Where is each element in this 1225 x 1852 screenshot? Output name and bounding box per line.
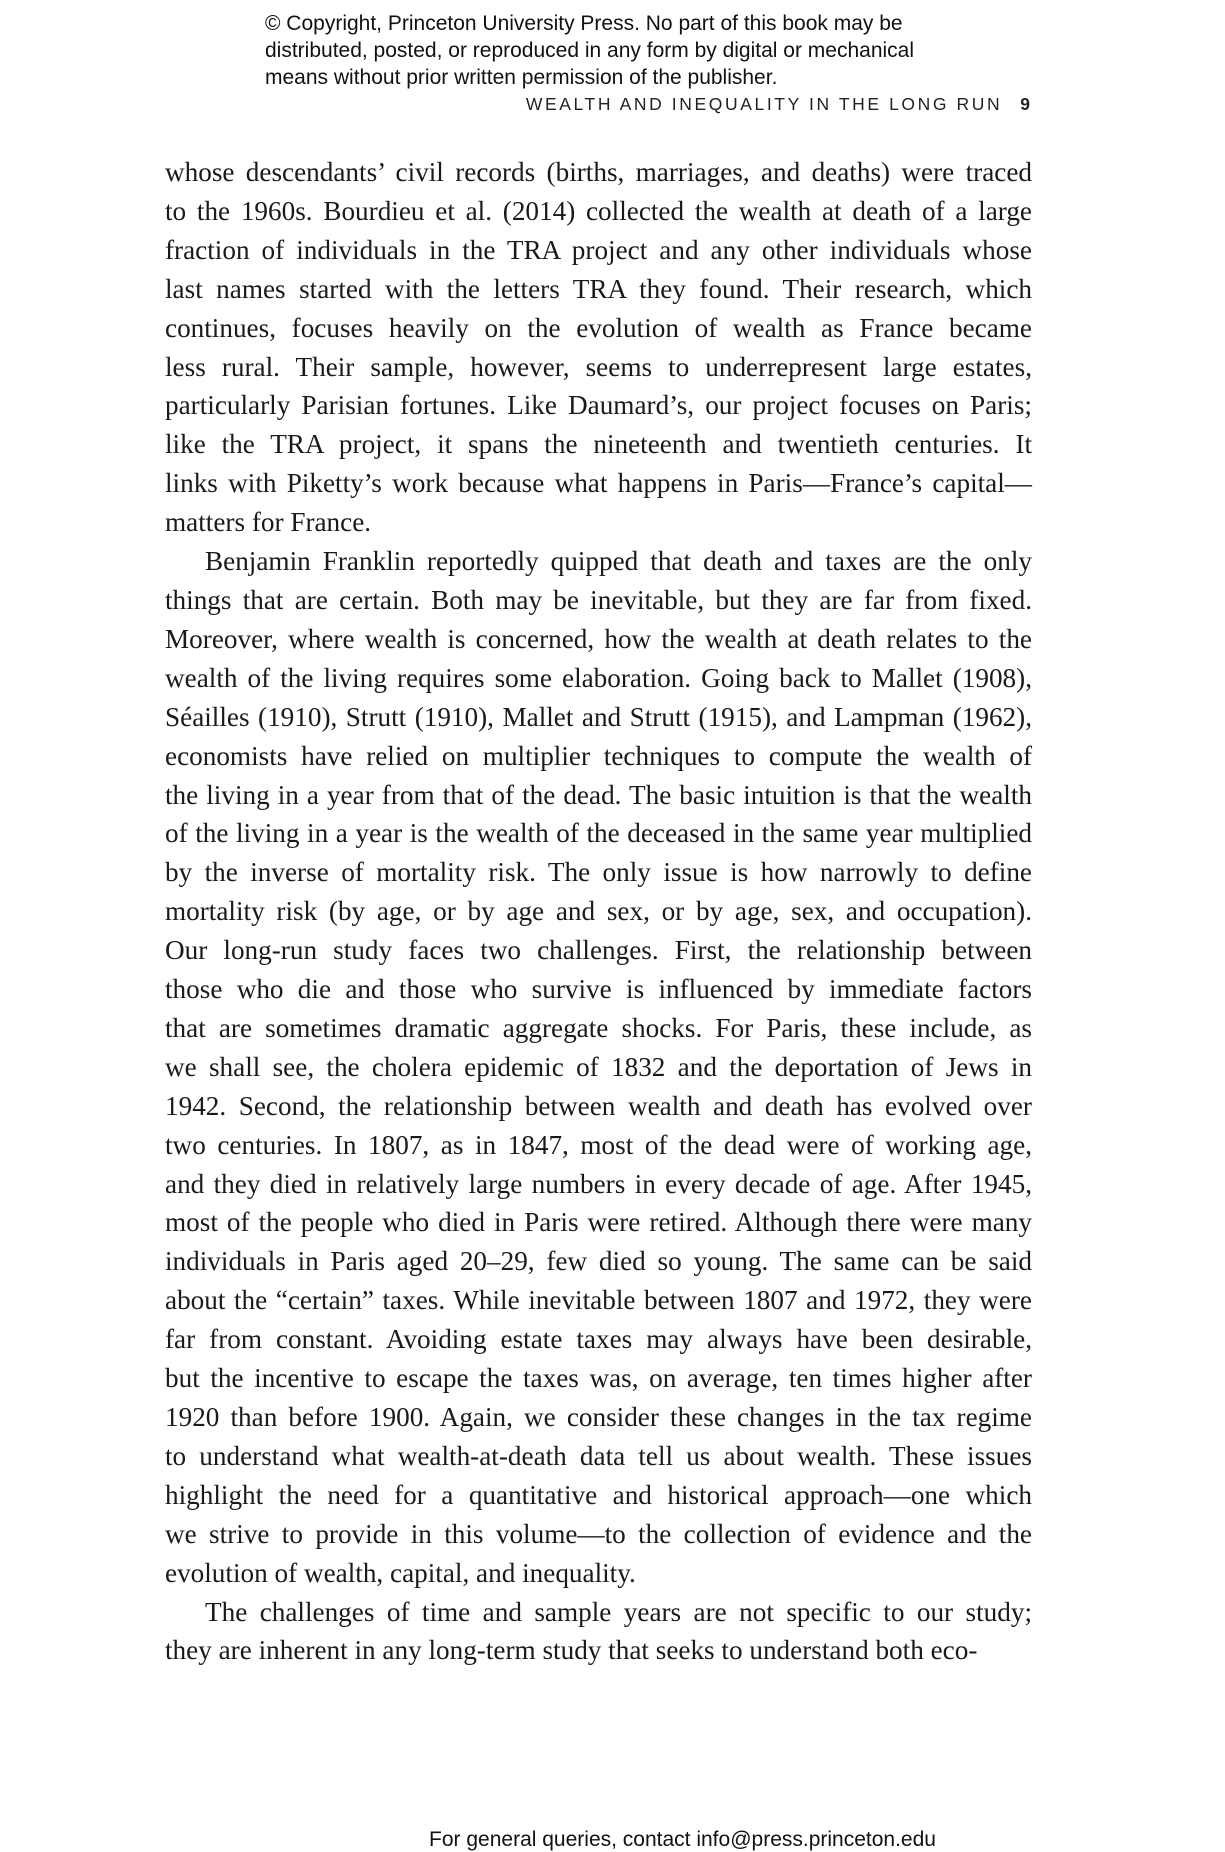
text-line: we shall see, the cholera epidemic of 1832 and the deportation of Jews in — [165, 1051, 1032, 1082]
copyright-line: means without prior written permission of the publisher. — [265, 66, 778, 89]
text-line: links with Piketty’s work because what happens in Paris—France’s capital— — [165, 468, 1032, 499]
text-line: far from constant. Avoiding estate taxes may always have been desirable, — [165, 1324, 1032, 1355]
copyright-line: distributed, posted, or reproduced in any form by digital or mechanical — [265, 39, 915, 62]
copyright-notice — [265, 10, 1025, 91]
text-line: things that are certain. Both may be inevitable, but they are far from fixed. — [165, 584, 1032, 615]
copyright-line: © Copyright, Princeton University Press. No part of this book may be — [265, 12, 903, 35]
text-line: those who die and those who survive is influenced by immediate factors — [165, 974, 1032, 1005]
text-line: individuals in Paris aged 20–29, few died so young. The same can be said — [165, 1246, 1032, 1277]
text-line: but the incentive to escape the taxes was, on average, ten times higher after — [165, 1363, 1032, 1394]
text-line: economists have relied on multiplier techniques to compute the wealth of — [165, 740, 1032, 771]
text-line: last names started with the letters TRA they found. Their research, which — [165, 273, 1032, 304]
text-line: The challenges of time and sample years are not specific to our study; — [205, 1596, 1032, 1627]
text-line: wealth of the living requires some elaboration. Going back to Mallet (1908), — [165, 662, 1032, 693]
text-line: most of the people who died in Paris were retired. Although there were many — [165, 1207, 1032, 1238]
page-number: 9 — [1020, 94, 1030, 114]
text-line: Séailles (1910), Strutt (1910), Mallet and Strutt (1915), and Lampman (1962), — [165, 701, 1032, 732]
text-line: the living in a year from that of the dead. The basic intuition is that the wealth — [165, 779, 1032, 810]
text-line: particularly Parisian fortunes. Like Daumard’s, our project focuses on Paris; — [165, 390, 1032, 421]
paragraph — [165, 542, 1032, 1592]
text-line: Moreover, where wealth is concerned, how the wealth at death relates to the — [165, 623, 1032, 654]
text-line: matters for France. — [165, 507, 372, 538]
text-line: like the TRA project, it spans the nineteenth and twentieth centuries. It — [165, 429, 1032, 460]
text-line: we strive to provide in this volume—to the collection of evidence and the — [165, 1518, 1032, 1549]
text-line: they are inherent in any long-term study that seeks to understand both eco- — [165, 1635, 978, 1666]
body-text — [165, 153, 1032, 1670]
text-line: by the inverse of mortality risk. The only issue is how narrowly to define — [165, 857, 1032, 888]
text-line: highlight the need for a quantitative and historical approach—one which — [165, 1479, 1032, 1510]
text-line: two centuries. In 1807, as in 1847, most of the dead were of working age, — [165, 1129, 1032, 1160]
text-line: less rural. Their sample, however, seems to underrepresent large estates, — [165, 351, 1032, 382]
text-line: to understand what wealth-at-death data tell us about wealth. These issues — [165, 1440, 1032, 1471]
footer-contact: For general queries, contact info@press.princeton.edu — [429, 1828, 936, 1851]
text-line: 1942. Second, the relationship between wealth and death has evolved over — [165, 1090, 1032, 1121]
running-head — [400, 94, 1030, 115]
running-title: WEALTH AND INEQUALITY IN THE LONG RUN — [525, 94, 1003, 114]
text-line: of the living in a year is the wealth of the deceased in the same year multiplied — [165, 818, 1032, 849]
text-line: Benjamin Franklin reportedly quipped that death and taxes are the only — [205, 546, 1032, 577]
text-line: 1920 than before 1900. Again, we consider these changes in the tax regime — [165, 1402, 1032, 1432]
text-line: to the 1960s. Bourdieu et al. (2014) collected the wealth at death of a large — [165, 195, 1032, 226]
paragraph — [165, 153, 1032, 542]
text-line: whose descendants’ civil records (births, marriages, and deaths) were traced — [165, 157, 1032, 187]
text-line: mortality risk (by age, or by age and sex, or by age, sex, and occupation). — [165, 896, 1032, 927]
text-line: evolution of wealth, capital, and inequality. — [165, 1557, 636, 1588]
text-line: about the “certain” taxes. While inevitable between 1807 and 1972, they were — [165, 1285, 1032, 1316]
text-line: fraction of individuals in the TRA project and any other individuals whose — [165, 234, 1032, 265]
text-line: and they died in relatively large numbers in every decade of age. After 1945, — [165, 1168, 1032, 1199]
text-line: continues, focuses heavily on the evolution of wealth as France became — [165, 312, 1032, 343]
text-line: Our long-run study faces two challenges. First, the relationship between — [165, 935, 1032, 966]
paragraph — [165, 1593, 1032, 1671]
text-line: that are sometimes dramatic aggregate shocks. For Paris, these include, as — [165, 1012, 1032, 1043]
